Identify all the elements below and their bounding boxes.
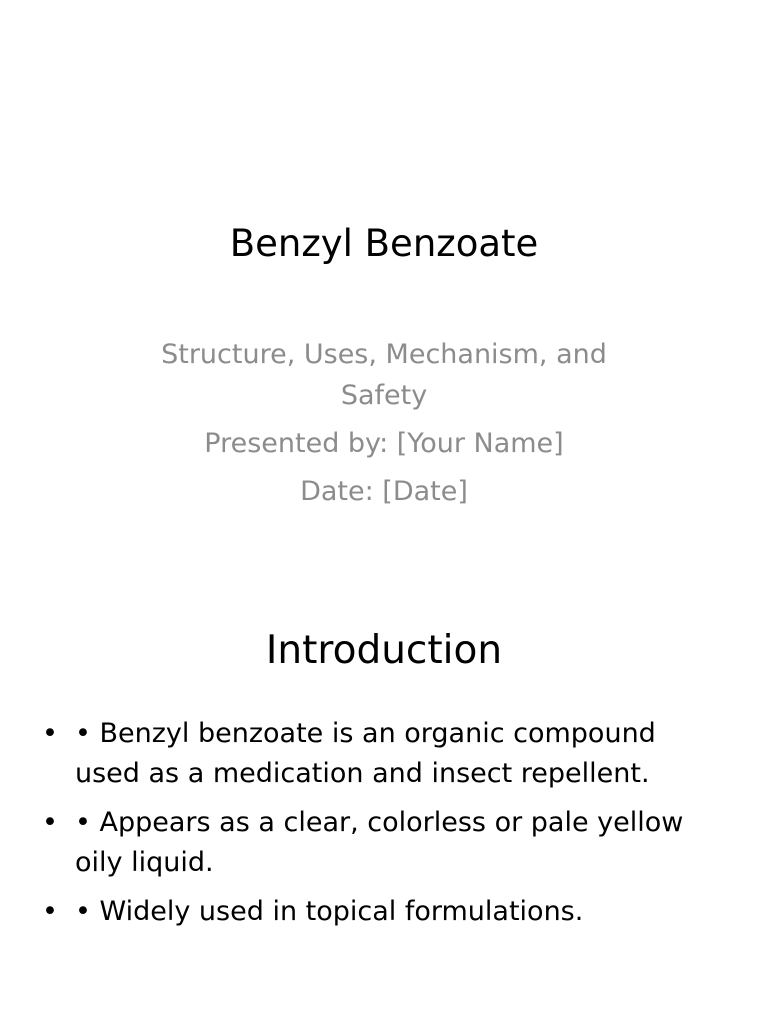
bullet-item xyxy=(40,803,720,883)
bullet-list xyxy=(40,714,720,941)
bullet-marker: • xyxy=(42,896,58,927)
bullet-text: • Appears as a clear, colorless or pale yellow oily liquid. xyxy=(75,807,684,878)
bullet-marker: • xyxy=(42,718,58,749)
bullet-text: • Widely used in topical formulations. xyxy=(75,896,584,927)
slide-title: Introduction xyxy=(265,628,503,673)
subtitle-block xyxy=(134,334,634,519)
subtitle-line: Structure, Uses, Mechanism, and Safety xyxy=(161,339,607,411)
bullet-item xyxy=(40,892,720,932)
date-line: Date: [Date] xyxy=(300,476,468,507)
bullet-item xyxy=(40,714,720,794)
slide-title: Benzyl Benzoate xyxy=(229,222,539,265)
bullet-text: • Benzyl benzoate is an organic compound used as a medication and insect repellent. xyxy=(75,718,656,789)
introduction-slide xyxy=(0,576,768,1024)
presenter-line: Presented by: [Your Name] xyxy=(204,428,564,459)
bullet-marker: • xyxy=(42,807,58,838)
